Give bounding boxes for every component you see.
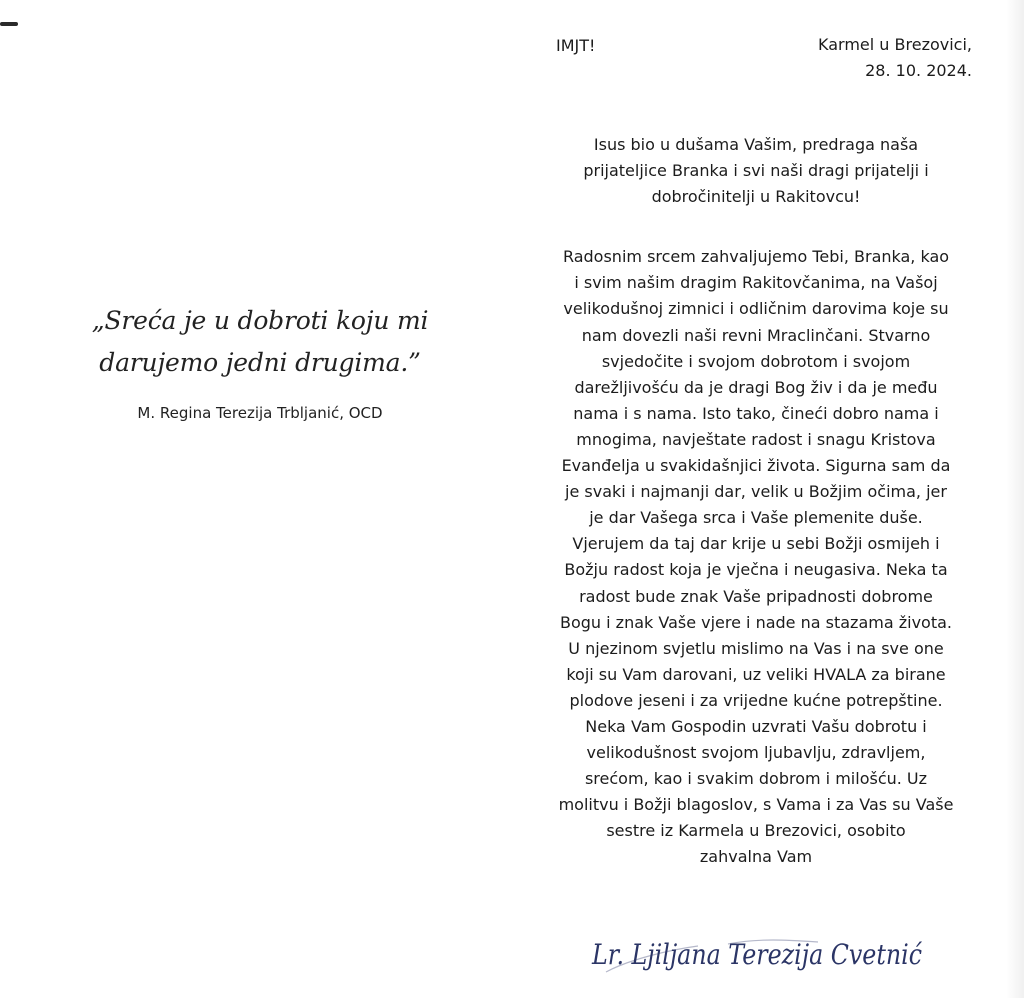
letter-place: Karmel u Brezovici,	[818, 35, 972, 54]
body-line: je svaki i najmanji dar, velik u Božjim očima, jer	[565, 482, 947, 502]
quote-text	[60, 300, 460, 384]
body-line: plodove jeseni i za vrijedne kućne potrepštine.	[569, 690, 943, 710]
place-and-date	[760, 32, 972, 84]
body-line: srećom, kao i svakim dobrom i milošću. Uz	[584, 769, 928, 789]
greeting-line: dobročinitelji u Rakitovcu!	[651, 187, 861, 207]
body-line: nam dovezli naši revni Mraclinčani. Stvarno	[581, 325, 931, 345]
quote-line: darujemo jedni drugima.”	[99, 348, 421, 377]
handwritten-signature	[588, 920, 928, 990]
body-line: sestre iz Karmela u Brezovici, osobito	[606, 821, 906, 841]
paragraph-gap	[522, 210, 990, 244]
letter-greeting	[522, 132, 990, 210]
salutation: IMJT!	[556, 36, 596, 55]
body-line: svjedočite i svojom dobrotom i svojom	[601, 351, 911, 371]
body-line: i svim našim dragim Rakitovčanima, na Vašoj	[574, 273, 938, 293]
body-line: darežljivošću da je dragi Bog živ i da je među	[574, 377, 938, 397]
quote-line: „Sreća je u dobroti koju mi	[91, 306, 429, 335]
body-line: radost bude znak Vaše pripadnosti dobrome	[579, 586, 933, 606]
body-line: nama i s nama. Isto tako, čineći dobro nama i	[573, 403, 939, 423]
body-line: mnogima, navještate radost i snagu Kristova	[576, 429, 936, 449]
greeting-line: prijateljice Branka i svi naši dragi prijatelji i	[583, 161, 929, 181]
body-line: Radosnim srcem zahvaljujemo Tebi, Branka, kao	[562, 247, 950, 267]
body-line: Vjerujem da taj dar krije u sebi Božji osmijeh i	[572, 534, 940, 554]
body-line: molitvu i Božji blagoslov, s Vama i za Vas su Vaše	[558, 795, 954, 815]
quote-panel	[60, 300, 460, 422]
page-edge-mark	[0, 22, 18, 26]
page-fold-shadow	[1006, 0, 1024, 998]
body-line: Neka Vam Gospodin uzvrati Vašu dobrotu i	[585, 716, 927, 736]
quote-author: M. Regina Terezija Trbljanić, OCD	[137, 404, 383, 422]
greeting-line: Isus bio u dušama Vašim, predraga naša	[593, 135, 919, 154]
signature-text: Lr. Ljiljana Terezija Cvetnić	[591, 938, 923, 971]
body-line: Božju radost koja je vječna i neugasiva. Neka ta	[564, 560, 948, 580]
letter-body	[522, 244, 990, 870]
body-line: koji su Vam darovani, uz veliki HVALA za birane	[566, 664, 946, 684]
letter-date: 28. 10. 2024.	[865, 61, 972, 80]
body-line: velikodušnost svojom ljubavlju, zdravljem,	[586, 743, 926, 763]
body-line: je dar Vašega srca i Vaše plemenite duše.	[589, 508, 923, 528]
body-line: U njezinom svjetlu mislimo na Vas i na sve one	[568, 638, 944, 658]
body-line: Evanđelja u svakidašnjici života. Sigurna sam da	[561, 456, 951, 476]
body-line: velikodušnoj zimnici i odličnim darovima koje su	[563, 299, 949, 319]
body-line: zahvalna Vam	[699, 847, 813, 867]
body-line: Bogu i znak Vaše vjere i nade na stazama života.	[559, 612, 952, 632]
letter-text	[522, 132, 990, 871]
